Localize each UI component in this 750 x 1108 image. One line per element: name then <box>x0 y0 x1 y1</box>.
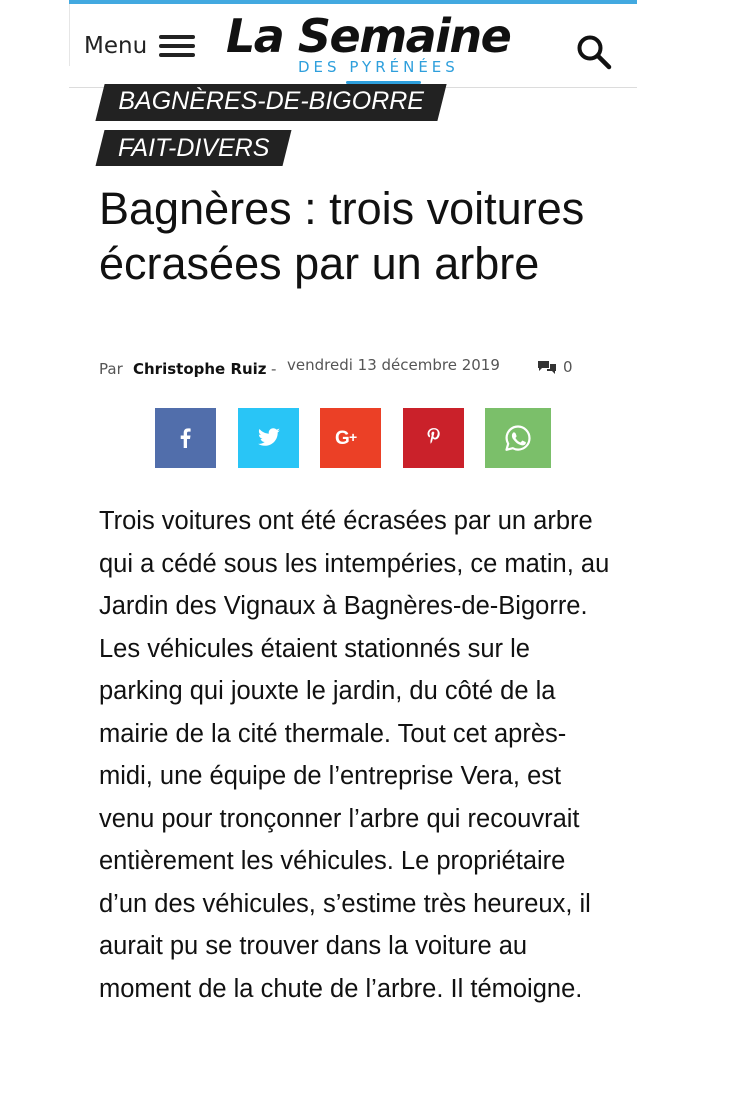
svg-text:+: + <box>348 429 357 445</box>
byline-separator: - <box>271 360 277 378</box>
search-button[interactable] <box>574 32 614 72</box>
share-google-plus-button[interactable] <box>320 408 381 468</box>
share-twitter-button[interactable] <box>238 408 299 468</box>
google-plus-icon <box>334 427 368 449</box>
category-tag-label: BAGNÈRES-DE-BIGORRE <box>118 87 424 115</box>
author-link[interactable]: Christophe Ruiz <box>133 360 267 378</box>
whatsapp-icon <box>504 424 532 452</box>
twitter-icon <box>257 428 281 448</box>
share-pinterest-button[interactable] <box>403 408 464 468</box>
site-logo[interactable] <box>226 8 511 80</box>
hamburger-icon <box>159 34 195 58</box>
article-body: Trois voitures ont été écrasées par un arbre qui a cédé sous les intempéries, ce matin, au Jardin des Vignaux à Bagnères-de-Bigorre. Les véhicules étaient stationnés sur le parking qui jouxte le jardin, du côté de la mairie de la cité thermale. Tout cet après-midi, une équipe de l’entreprise Vera, est venu pour tronçonner l’arbre qui recouvrait entièrement les véhicules. Le propriétaire d’un des véhicules, s’estime très heureux, il aurait pu se trouver dans la voiture au moment de la chute de l’arbre. Il témoigne. <box>99 507 610 1003</box>
svg-text:G: G <box>334 428 350 449</box>
logo-title: La Semaine <box>226 9 511 63</box>
byline-prefix: Par <box>99 360 123 378</box>
category-tag-fait-divers[interactable] <box>96 130 292 166</box>
share-facebook-button[interactable] <box>155 408 216 468</box>
comment-icon <box>537 359 557 375</box>
share-whatsapp-button[interactable] <box>485 408 551 468</box>
category-tag-label: FAIT-DIVERS <box>118 134 270 162</box>
menu-label: Menu <box>84 33 148 59</box>
facebook-icon <box>176 427 196 449</box>
publish-date: vendredi 13 décembre 2019 <box>287 356 500 374</box>
logo-subtitle: DES PYRÉNÉES <box>298 58 459 76</box>
article-byline <box>99 356 599 380</box>
search-icon <box>574 32 614 72</box>
header-left-border <box>69 4 70 66</box>
menu-button[interactable] <box>84 28 195 64</box>
pinterest-icon <box>426 427 442 449</box>
comment-count: 0 <box>563 358 573 376</box>
category-tag-bagneres[interactable] <box>95 84 446 121</box>
comments-link[interactable] <box>537 358 573 376</box>
header-top-accent-line <box>69 0 637 4</box>
article-title: Bagnères : trois voitures écrasées par un arbre <box>99 183 585 289</box>
